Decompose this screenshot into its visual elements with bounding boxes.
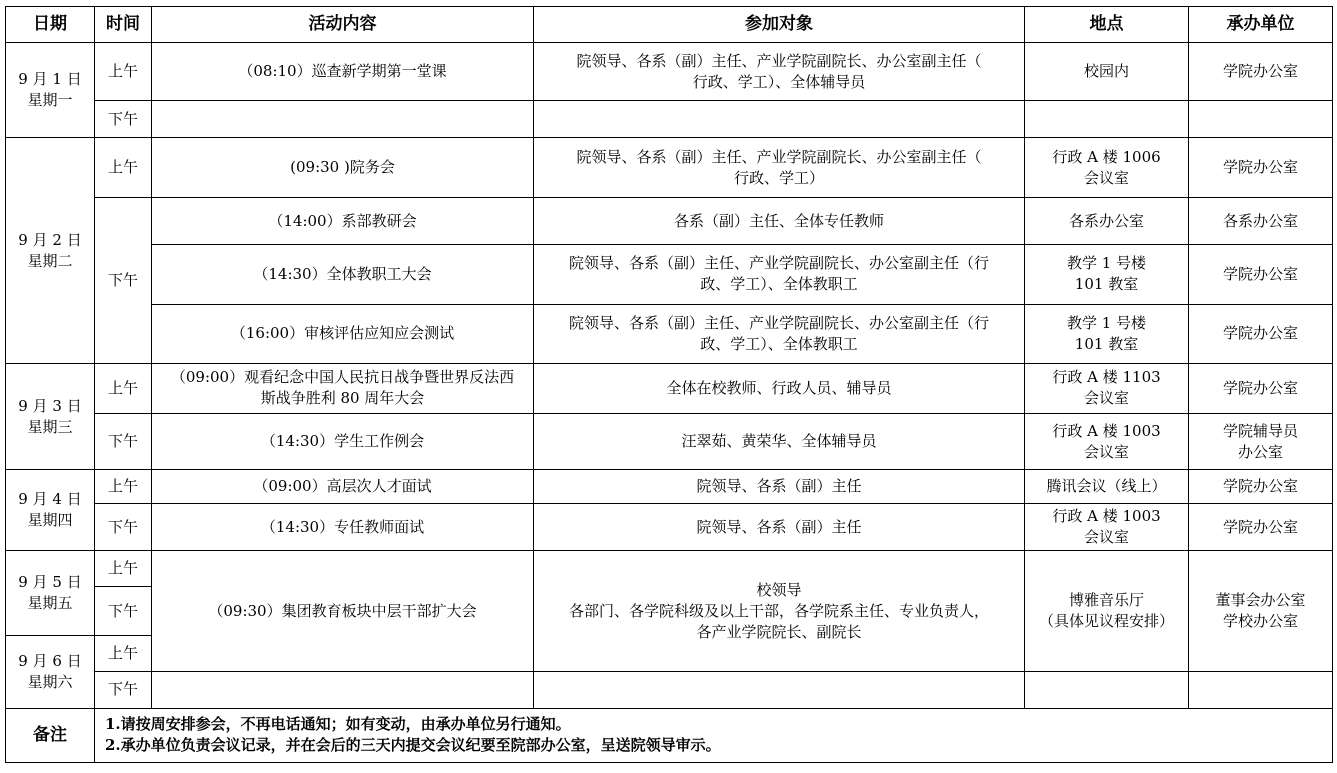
event-organizer: 学院办公室 <box>1189 244 1333 304</box>
empty-cell <box>534 101 1025 138</box>
period-cell: 上午 <box>95 363 152 413</box>
event-content: （14:00）系部教研会 <box>152 198 534 244</box>
table-row <box>6 244 1333 304</box>
day-cell: 9 月 6 日 星期六 <box>6 635 95 708</box>
empty-cell <box>1025 671 1189 708</box>
table-row <box>6 470 1333 504</box>
event-participants: 院领导、各系（副）主任、产业学院副院长、办公室副主任（ 行政、学工）、全体辅导员 <box>534 43 1025 101</box>
period-cell: 下午 <box>95 671 152 708</box>
event-location: 行政 A 楼 1103 会议室 <box>1025 363 1189 413</box>
event-content: （09:00）高层次人才面试 <box>152 470 534 504</box>
event-content: (09:30 )院务会 <box>152 138 534 198</box>
period-cell: 上午 <box>95 43 152 101</box>
day-cell: 9 月 4 日 星期四 <box>6 470 95 551</box>
header-time: 时间 <box>95 7 152 43</box>
event-location: 教学 1 号楼 101 教室 <box>1025 244 1189 304</box>
event-content: （09:00）观看纪念中国人民抗日战争暨世界反法西 斯战争胜利 80 周年大会 <box>152 363 534 413</box>
event-participants: 院领导、各系（副）主任 <box>534 470 1025 504</box>
event-content: （09:30）集团教育板块中层干部扩大会 <box>152 551 534 671</box>
event-location: 各系办公室 <box>1025 198 1189 244</box>
weekly-schedule-table <box>5 6 1333 763</box>
table-row <box>6 198 1333 244</box>
period-cell: 上午 <box>95 551 152 587</box>
event-participants: 院领导、各系（副）主任、产业学院副院长、办公室副主任（ 行政、学工） <box>534 138 1025 198</box>
period-cell: 下午 <box>95 101 152 138</box>
event-content: （14:30）全体教职工大会 <box>152 244 534 304</box>
table-row <box>6 551 1333 587</box>
event-participants: 校领导 各部门、各学院科级及以上干部，各学院系主任、专业负责人， 各产业学院院长、副院长 <box>534 551 1025 671</box>
note-line-2: 2.承办单位负责会议记录，并在会后的三天内提交会议纪要至院部办公室，呈送院领导审示。 <box>105 736 721 755</box>
table-row <box>6 363 1333 413</box>
day-cell: 9 月 3 日 星期三 <box>6 363 95 469</box>
table-row <box>6 504 1333 551</box>
note-line-1: 1.请按周安排参会，不再电话通知；如有变动，由承办单位另行通知。 <box>105 715 571 734</box>
period-cell: 下午 <box>95 414 152 470</box>
empty-cell <box>1189 671 1333 708</box>
period-cell: 下午 <box>95 198 152 363</box>
event-organizer: 学院办公室 <box>1189 138 1333 198</box>
notes-label: 备注 <box>6 708 95 762</box>
table-row <box>6 43 1333 101</box>
event-location: 行政 A 楼 1006 会议室 <box>1025 138 1189 198</box>
table-row <box>6 671 1333 708</box>
event-organizer: 学院办公室 <box>1189 304 1333 363</box>
period-cell: 下午 <box>95 504 152 551</box>
event-participants: 各系（副）主任、全体专任教师 <box>534 198 1025 244</box>
event-organizer: 各系办公室 <box>1189 198 1333 244</box>
header-date: 日期 <box>6 7 95 43</box>
event-location: 行政 A 楼 1003 会议室 <box>1025 414 1189 470</box>
period-cell: 上午 <box>95 470 152 504</box>
event-organizer: 学院办公室 <box>1189 470 1333 504</box>
notes-content <box>95 708 1333 762</box>
event-location: 教学 1 号楼 101 教室 <box>1025 304 1189 363</box>
event-participants: 全体在校教师、行政人员、辅导员 <box>534 363 1025 413</box>
period-cell: 上午 <box>95 138 152 198</box>
day-cell: 9 月 5 日 星期五 <box>6 551 95 635</box>
event-content: （08:10）巡查新学期第一堂课 <box>152 43 534 101</box>
header-organizer: 承办单位 <box>1189 7 1333 43</box>
event-content: （16:00）审核评估应知应会测试 <box>152 304 534 363</box>
event-organizer: 学院办公室 <box>1189 504 1333 551</box>
day-cell: 9 月 1 日 星期一 <box>6 43 95 138</box>
event-organizer: 学院办公室 <box>1189 363 1333 413</box>
event-content: （14:30）专任教师面试 <box>152 504 534 551</box>
event-participants: 院领导、各系（副）主任、产业学院副院长、办公室副主任（行 政、学工）、全体教职工 <box>534 244 1025 304</box>
empty-cell <box>152 101 534 138</box>
table-row <box>6 101 1333 138</box>
event-location: 腾讯会议（线上） <box>1025 470 1189 504</box>
event-organizer: 学院辅导员 办公室 <box>1189 414 1333 470</box>
event-organizer: 学院办公室 <box>1189 43 1333 101</box>
table-row <box>6 414 1333 470</box>
header-location: 地点 <box>1025 7 1189 43</box>
event-location: 博雅音乐厅 （具体见议程安排） <box>1025 551 1189 671</box>
table-row <box>6 138 1333 198</box>
header-content: 活动内容 <box>152 7 534 43</box>
period-cell: 下午 <box>95 587 152 635</box>
event-participants: 汪翠茹、黄荣华、全体辅导员 <box>534 414 1025 470</box>
empty-cell <box>1025 101 1189 138</box>
empty-cell <box>152 671 534 708</box>
empty-cell <box>534 671 1025 708</box>
event-content: （14:30）学生工作例会 <box>152 414 534 470</box>
header-participants: 参加对象 <box>534 7 1025 43</box>
header-row <box>6 7 1333 43</box>
event-location: 行政 A 楼 1003 会议室 <box>1025 504 1189 551</box>
empty-cell <box>1189 101 1333 138</box>
event-location: 校园内 <box>1025 43 1189 101</box>
day-cell: 9 月 2 日 星期二 <box>6 138 95 364</box>
period-cell: 上午 <box>95 635 152 671</box>
event-organizer: 董事会办公室 学校办公室 <box>1189 551 1333 671</box>
event-participants: 院领导、各系（副）主任 <box>534 504 1025 551</box>
event-participants: 院领导、各系（副）主任、产业学院副院长、办公室副主任（行 政、学工）、全体教职工 <box>534 304 1025 363</box>
notes-row <box>6 708 1333 762</box>
table-row <box>6 304 1333 363</box>
